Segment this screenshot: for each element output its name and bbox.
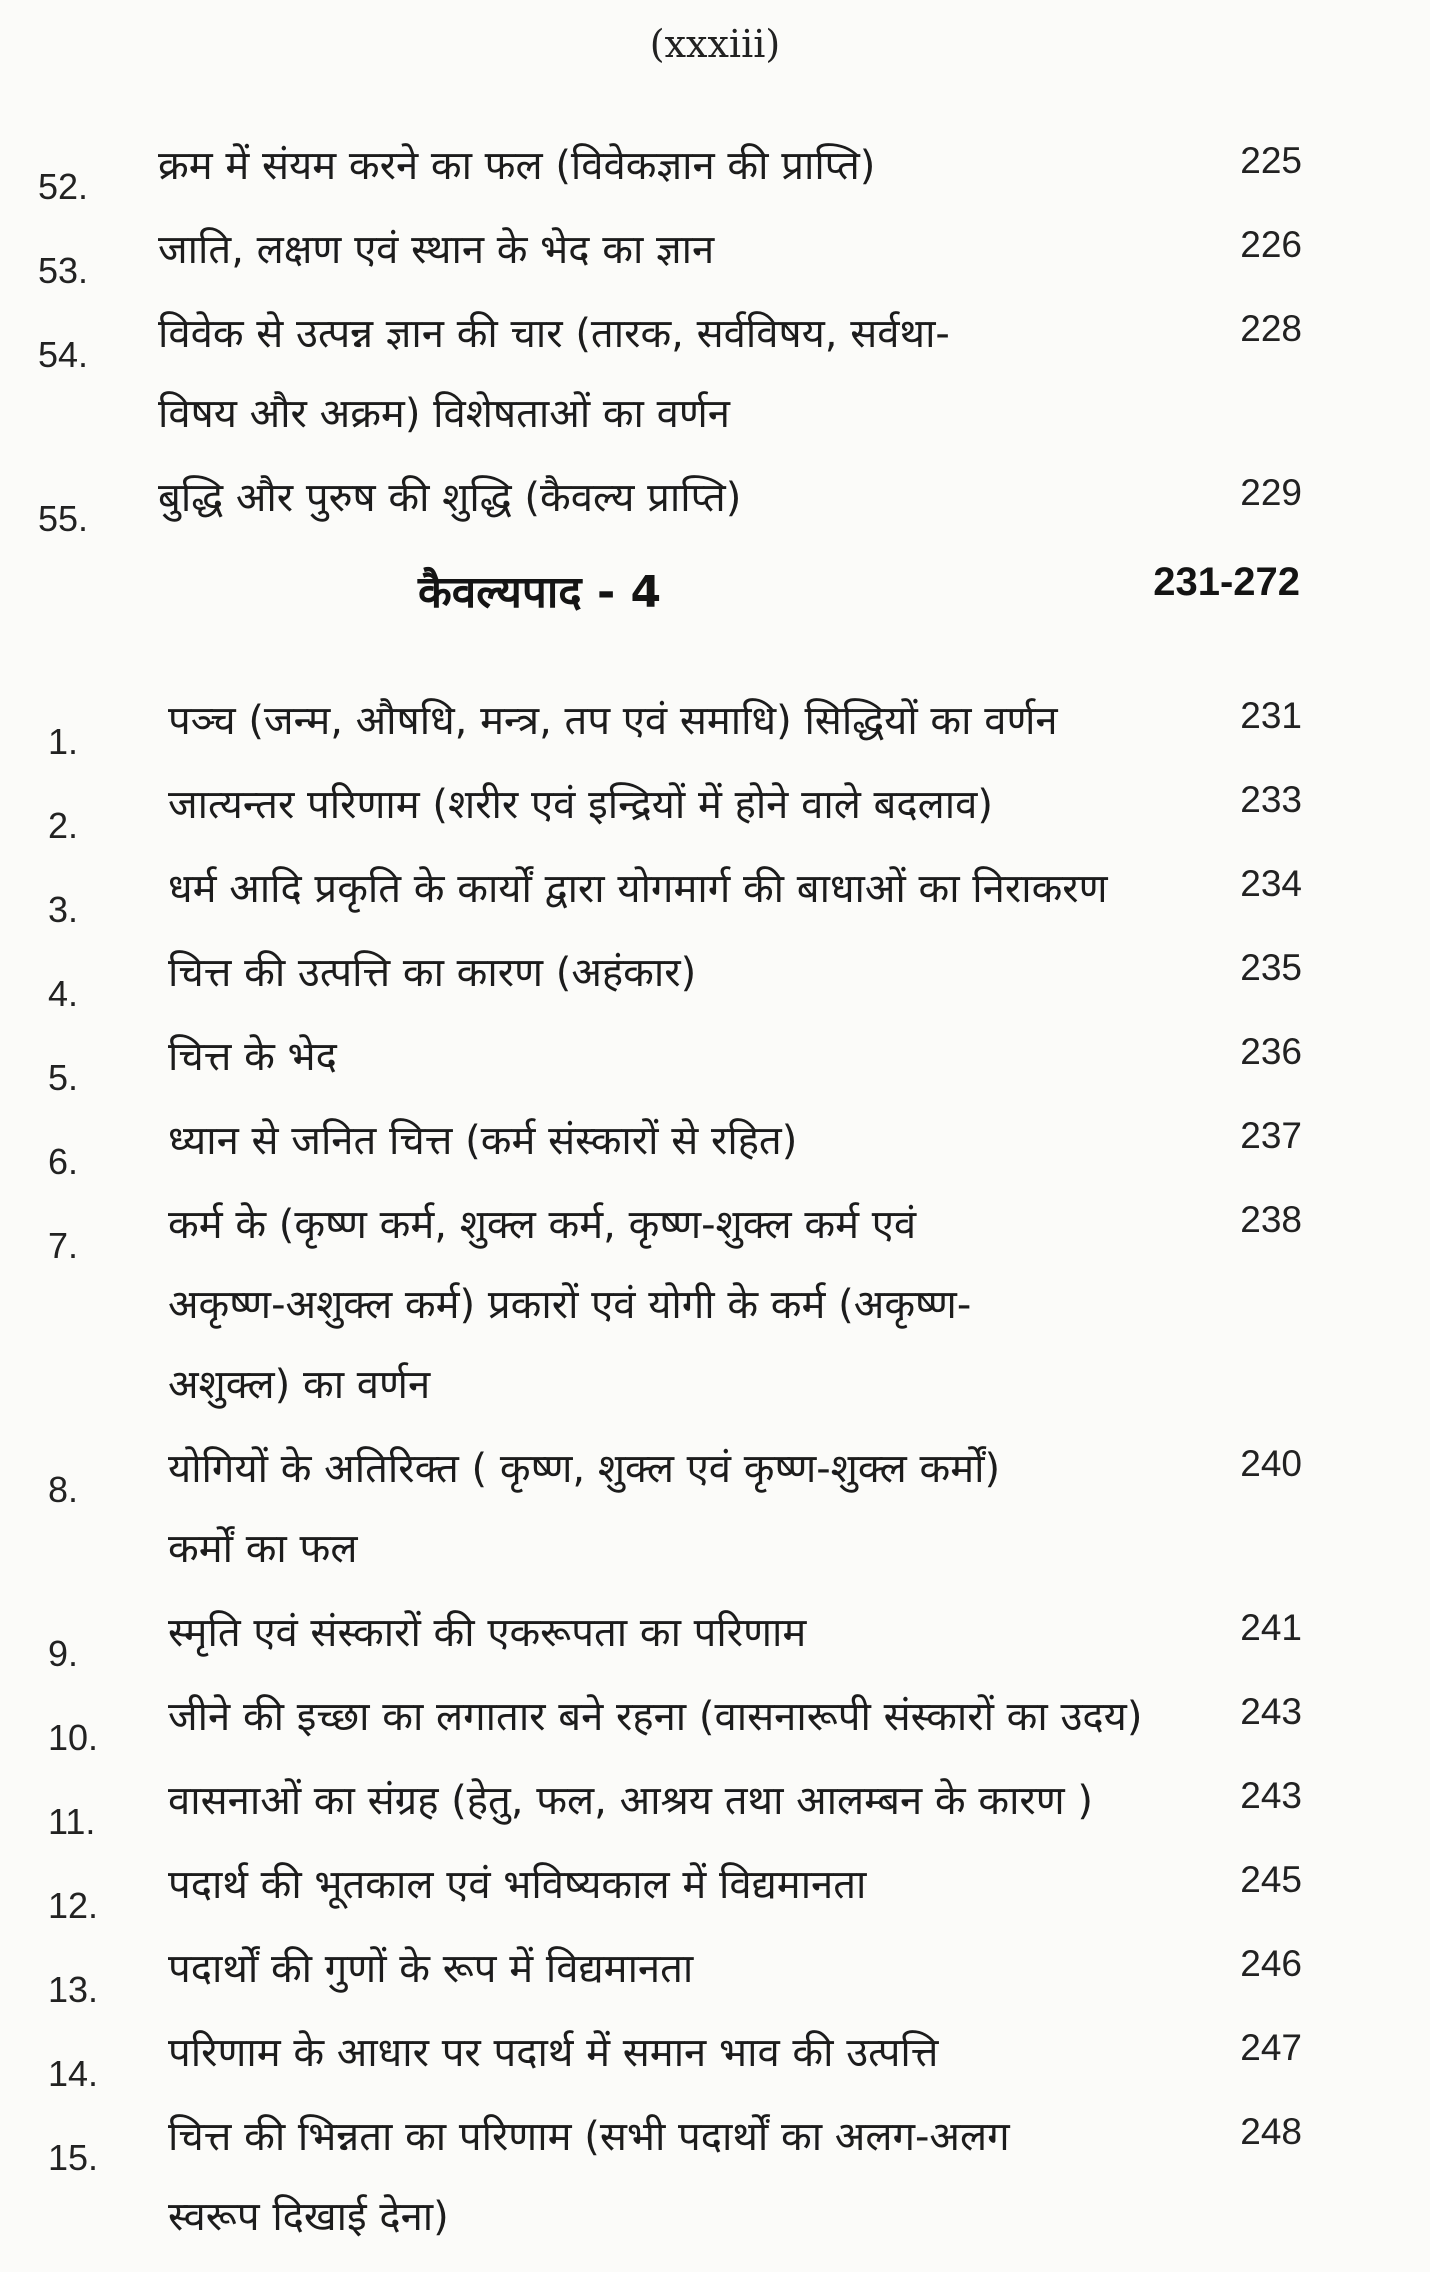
entry-title-line: ध्यान से जनित चित्त (कर्म संस्कारों से रहित) [168,1118,798,1164]
entry-number: 54. [38,334,89,375]
entry-page-number: 237 [1240,1115,1302,1156]
entry-title-line: योगियों के अतिरिक्त ( कृष्ण, शुक्ल एवं कृष्ण-शुक्ल कर्मों) [168,1446,1001,1492]
entry-title-line: विवेक से उत्पन्न ज्ञान की चार (तारक, सर्वविषय, सर्वथा- [158,311,950,357]
entry-title-line: जात्यन्तर परिणाम (शरीर एवं इन्द्रियों में होने वाले बदलाव) [168,782,993,828]
page-roman-number: (xxxiii) [649,22,781,66]
entry-title-line: धर्म आदि प्रकृति के कार्यों द्वारा योगमार्ग की बाधाओं का निराकरण [168,866,1108,912]
entry-title-line: अशुक्ल) का वर्णन [168,1362,431,1408]
entry-page-number: 235 [1240,947,1302,988]
entry-title-line: वासनाओं का संग्रह (हेतु, फल, आश्रय तथा आलम्बन के कारण ) [168,1778,1094,1824]
entry-page-number: 228 [1240,308,1302,349]
entry-page-number: 231 [1240,695,1302,736]
entry-title-line: अकृष्ण-अशुक्ल कर्म) प्रकारों एवं योगी के कर्म (अकृष्ण- [168,1282,972,1328]
entry-page-number: 245 [1240,1859,1302,1900]
entry-number: 13. [48,1969,99,2010]
entry-number: 10. [48,1717,99,1758]
entry-title-line: कर्मों का फल [168,1526,358,1572]
entry-title-line: परिणाम के आधार पर पदार्थ में समान भाव की उत्पत्ति [168,2030,939,2076]
entry-number: 52. [38,166,89,207]
entry-number: 14. [48,2053,99,2094]
entry-number: 6. [48,1141,79,1182]
entry-number: 4. [48,973,79,1014]
entry-page-number: 248 [1240,2111,1302,2152]
entry-page-number: 243 [1240,1775,1302,1816]
entry-page-number: 246 [1240,1943,1302,1984]
entry-page-number: 229 [1240,472,1302,513]
entry-page-number: 241 [1240,1607,1302,1648]
entry-title-line: चित्त की उत्पत्ति का कारण (अहंकार) [168,950,697,996]
entry-page-number: 226 [1240,224,1302,265]
entry-page-number: 233 [1240,779,1302,820]
entry-page-number: 247 [1240,2027,1302,2068]
entry-number: 15. [48,2137,99,2178]
entry-number: 3. [48,889,79,930]
entry-title-line: पदार्थ की भूतकाल एवं भविष्यकाल में विद्यमानता [168,1862,867,1908]
entry-page-number: 236 [1240,1031,1302,1072]
entry-page-number: 225 [1240,140,1302,181]
entry-title-line: बुद्धि और पुरुष की शुद्धि (कैवल्य प्राप्ति) [158,475,742,521]
entry-title-line: स्वरूप दिखाई देना) [168,2194,449,2240]
entry-number: 55. [38,498,89,539]
entry-title-line: स्मृति एवं संस्कारों की एकरूपता का परिणाम [168,1610,807,1656]
entry-page-number: 240 [1240,1443,1302,1484]
entry-number: 11. [48,1801,96,1842]
section-title: कैवल्यपाद - 4 [418,567,662,618]
entry-title-line: पदार्थों की गुणों के रूप में विद्यमानता [168,1946,694,1992]
section-heading [0,560,1430,620]
entry-title-line: जीने की इच्छा का लगातार बने रहना (वासनारूपी संस्कारों का उदय) [168,1694,1143,1740]
entry-title-line: चित्त की भिन्नता का परिणाम (सभी पदार्थों का अलग-अलग [168,2114,1010,2160]
entry-title-line: विषय और अक्रम) विशेषताओं का वर्णन [158,391,730,437]
entry-page-number: 238 [1240,1199,1302,1240]
entry-number: 12. [48,1885,99,1926]
entry-title-line: कर्म के (कृष्ण कर्म, शुक्ल कर्म, कृष्ण-शुक्ल कर्म एवं [168,1202,917,1248]
section-page-range: 231-272 [1153,560,1300,604]
entry-title-line: जाति, लक्षण एवं स्थान के भेद का ज्ञान [158,227,715,273]
entry-number: 5. [48,1057,79,1098]
entry-page-number: 234 [1240,863,1302,904]
entry-number: 53. [38,250,89,291]
entry-title-line: चित्त के भेद [168,1034,337,1080]
entry-number: 1. [48,721,79,762]
entry-title-line: पञ्च (जन्म, औषधि, मन्त्र, तप एवं समाधि) सिद्धियों का वर्णन [168,698,1058,744]
entry-number: 9. [48,1633,79,1674]
entry-page-number: 243 [1240,1691,1302,1732]
entry-number: 8. [48,1469,79,1510]
entry-number: 2. [48,805,79,846]
entry-number: 7. [48,1225,79,1266]
entry-title-line: क्रम में संयम करने का फल (विवेकज्ञान की प्राप्ति) [158,143,876,189]
